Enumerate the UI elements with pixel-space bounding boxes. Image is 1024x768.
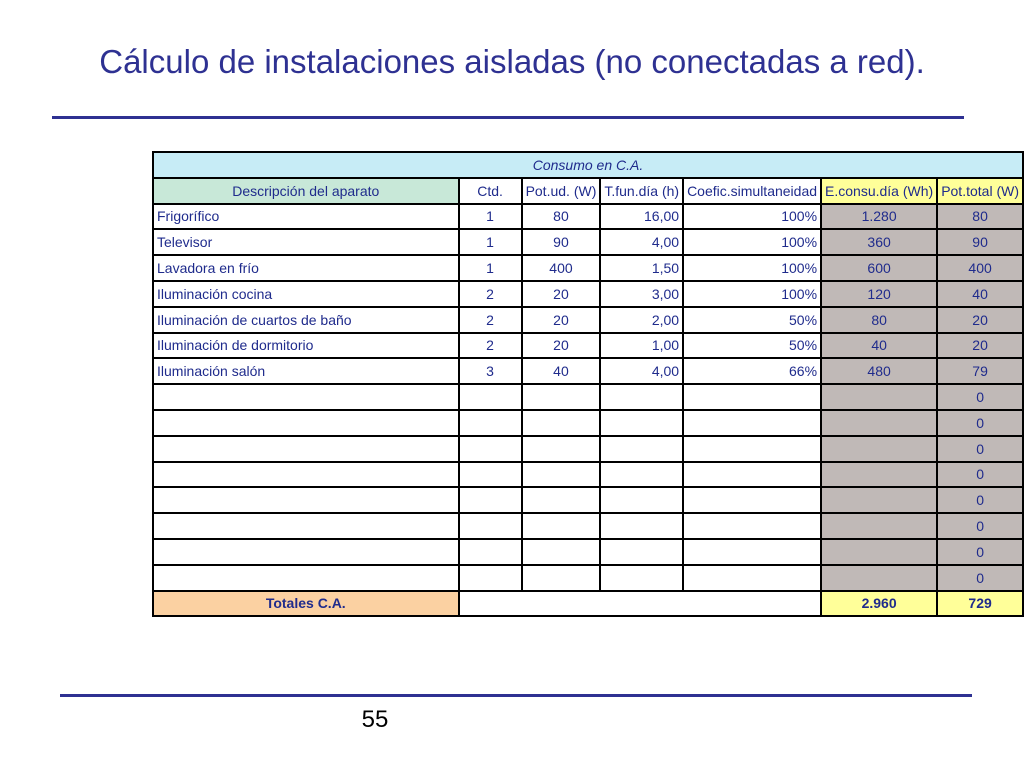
- cell-total-power: 0: [937, 539, 1023, 565]
- cell-coefficient: 66%: [683, 358, 821, 384]
- totals-blank: [459, 591, 821, 617]
- cell-hours: [600, 565, 683, 591]
- cell-quantity: [459, 513, 522, 539]
- table-row: [153, 487, 1023, 513]
- header-total-power: Pot.total (W): [937, 178, 1023, 204]
- table-row: [153, 513, 1023, 539]
- cell-daily-energy: [821, 384, 937, 410]
- cell-hours: 1,00: [600, 333, 683, 359]
- table-row: [153, 539, 1023, 565]
- table-row: [153, 255, 1023, 281]
- cell-daily-energy: 480: [821, 358, 937, 384]
- cell-hours: 3,00: [600, 281, 683, 307]
- cell-unit-power: [522, 384, 601, 410]
- cell-quantity: [459, 565, 522, 591]
- header-description: Descripción del aparato: [153, 178, 459, 204]
- cell-unit-power: [522, 410, 601, 436]
- cell-unit-power: 20: [522, 307, 601, 333]
- cell-daily-energy: 600: [821, 255, 937, 281]
- cell-total-power: 0: [937, 462, 1023, 488]
- cell-total-power: 0: [937, 487, 1023, 513]
- cell-daily-energy: [821, 410, 937, 436]
- cell-total-power: 400: [937, 255, 1023, 281]
- cell-unit-power: 90: [522, 229, 601, 255]
- consumption-table: [152, 151, 1024, 617]
- cell-total-power: 20: [937, 307, 1023, 333]
- totals-total-power: 729: [937, 591, 1023, 617]
- cell-coefficient: [683, 436, 821, 462]
- cell-description: [153, 436, 459, 462]
- cell-daily-energy: [821, 487, 937, 513]
- table-banner-row: [153, 152, 1023, 178]
- cell-unit-power: [522, 539, 601, 565]
- cell-coefficient: [683, 539, 821, 565]
- cell-daily-energy: 120: [821, 281, 937, 307]
- cell-unit-power: [522, 513, 601, 539]
- cell-coefficient: 50%: [683, 333, 821, 359]
- cell-unit-power: [522, 436, 601, 462]
- header-quantity: Ctd.: [459, 178, 522, 204]
- cell-total-power: 20: [937, 333, 1023, 359]
- cell-description: Televisor: [153, 229, 459, 255]
- table-row: [153, 281, 1023, 307]
- table-row: [153, 307, 1023, 333]
- cell-quantity: [459, 384, 522, 410]
- cell-total-power: 79: [937, 358, 1023, 384]
- cell-coefficient: [683, 410, 821, 436]
- cell-description: Iluminación cocina: [153, 281, 459, 307]
- cell-coefficient: 100%: [683, 255, 821, 281]
- cell-description: Frigorífico: [153, 204, 459, 230]
- cell-quantity: [459, 487, 522, 513]
- cell-total-power: 0: [937, 565, 1023, 591]
- cell-unit-power: [522, 565, 601, 591]
- cell-hours: 16,00: [600, 204, 683, 230]
- cell-total-power: 0: [937, 436, 1023, 462]
- cell-daily-energy: [821, 436, 937, 462]
- table-row: [153, 358, 1023, 384]
- cell-hours: [600, 487, 683, 513]
- cell-hours: 4,00: [600, 358, 683, 384]
- cell-daily-energy: [821, 539, 937, 565]
- table-row: [153, 410, 1023, 436]
- cell-hours: [600, 513, 683, 539]
- cell-coefficient: [683, 487, 821, 513]
- cell-unit-power: 400: [522, 255, 601, 281]
- cell-unit-power: [522, 462, 601, 488]
- table-row: [153, 384, 1023, 410]
- cell-total-power: 0: [937, 410, 1023, 436]
- cell-unit-power: 40: [522, 358, 601, 384]
- cell-hours: [600, 539, 683, 565]
- header-hours: T.fun.día (h): [600, 178, 683, 204]
- cell-daily-energy: [821, 565, 937, 591]
- totals-label: Totales C.A.: [153, 591, 459, 617]
- table-header-row: [153, 178, 1023, 204]
- cell-unit-power: 20: [522, 333, 601, 359]
- cell-quantity: [459, 539, 522, 565]
- cell-coefficient: [683, 462, 821, 488]
- table-row: [153, 436, 1023, 462]
- cell-unit-power: 20: [522, 281, 601, 307]
- slide-title: Cálculo de instalaciones aisladas (no conectadas a red).: [99, 43, 925, 80]
- cell-quantity: [459, 436, 522, 462]
- cell-coefficient: [683, 513, 821, 539]
- cell-quantity: 2: [459, 307, 522, 333]
- totals-row: [153, 591, 1023, 617]
- cell-coefficient: 100%: [683, 204, 821, 230]
- table-row: [153, 565, 1023, 591]
- cell-quantity: 3: [459, 358, 522, 384]
- cell-total-power: 0: [937, 513, 1023, 539]
- totals-daily-energy: 2.960: [821, 591, 937, 617]
- cell-description: [153, 513, 459, 539]
- cell-description: [153, 539, 459, 565]
- table-row: [153, 204, 1023, 230]
- cell-description: Iluminación de dormitorio: [153, 333, 459, 359]
- cell-daily-energy: 1.280: [821, 204, 937, 230]
- cell-description: [153, 487, 459, 513]
- cell-unit-power: [522, 487, 601, 513]
- cell-coefficient: 100%: [683, 229, 821, 255]
- cell-description: [153, 462, 459, 488]
- cell-quantity: 1: [459, 204, 522, 230]
- cell-description: Iluminación salón: [153, 358, 459, 384]
- cell-hours: 2,00: [600, 307, 683, 333]
- cell-quantity: 1: [459, 255, 522, 281]
- cell-hours: 4,00: [600, 229, 683, 255]
- cell-hours: [600, 384, 683, 410]
- cell-hours: [600, 410, 683, 436]
- cell-description: [153, 565, 459, 591]
- cell-description: Lavadora en frío: [153, 255, 459, 281]
- table-banner: Consumo en C.A.: [153, 152, 1023, 178]
- cell-total-power: 80: [937, 204, 1023, 230]
- cell-hours: [600, 436, 683, 462]
- bottom-divider: [60, 694, 972, 697]
- cell-description: [153, 384, 459, 410]
- cell-daily-energy: 360: [821, 229, 937, 255]
- cell-daily-energy: [821, 513, 937, 539]
- cell-total-power: 0: [937, 384, 1023, 410]
- cell-quantity: 1: [459, 229, 522, 255]
- header-coefficient: Coefic.simultaneidad: [683, 178, 821, 204]
- cell-quantity: [459, 462, 522, 488]
- table-row: [153, 229, 1023, 255]
- cell-quantity: 2: [459, 281, 522, 307]
- cell-daily-energy: 40: [821, 333, 937, 359]
- cell-quantity: 2: [459, 333, 522, 359]
- top-divider: [52, 116, 964, 119]
- cell-total-power: 40: [937, 281, 1023, 307]
- cell-coefficient: 100%: [683, 281, 821, 307]
- cell-daily-energy: 80: [821, 307, 937, 333]
- cell-quantity: [459, 410, 522, 436]
- page-number: 55: [361, 706, 389, 733]
- cell-description: [153, 410, 459, 436]
- cell-daily-energy: [821, 462, 937, 488]
- cell-hours: [600, 462, 683, 488]
- cell-coefficient: [683, 565, 821, 591]
- header-daily-energy: E.consu.día (Wh): [821, 178, 937, 204]
- header-unit-power: Pot.ud. (W): [522, 178, 601, 204]
- table-row: [153, 462, 1023, 488]
- cell-hours: 1,50: [600, 255, 683, 281]
- table-row: [153, 333, 1023, 359]
- cell-total-power: 90: [937, 229, 1023, 255]
- cell-coefficient: [683, 384, 821, 410]
- cell-coefficient: 50%: [683, 307, 821, 333]
- cell-description: Iluminación de cuartos de baño: [153, 307, 459, 333]
- cell-unit-power: 80: [522, 204, 601, 230]
